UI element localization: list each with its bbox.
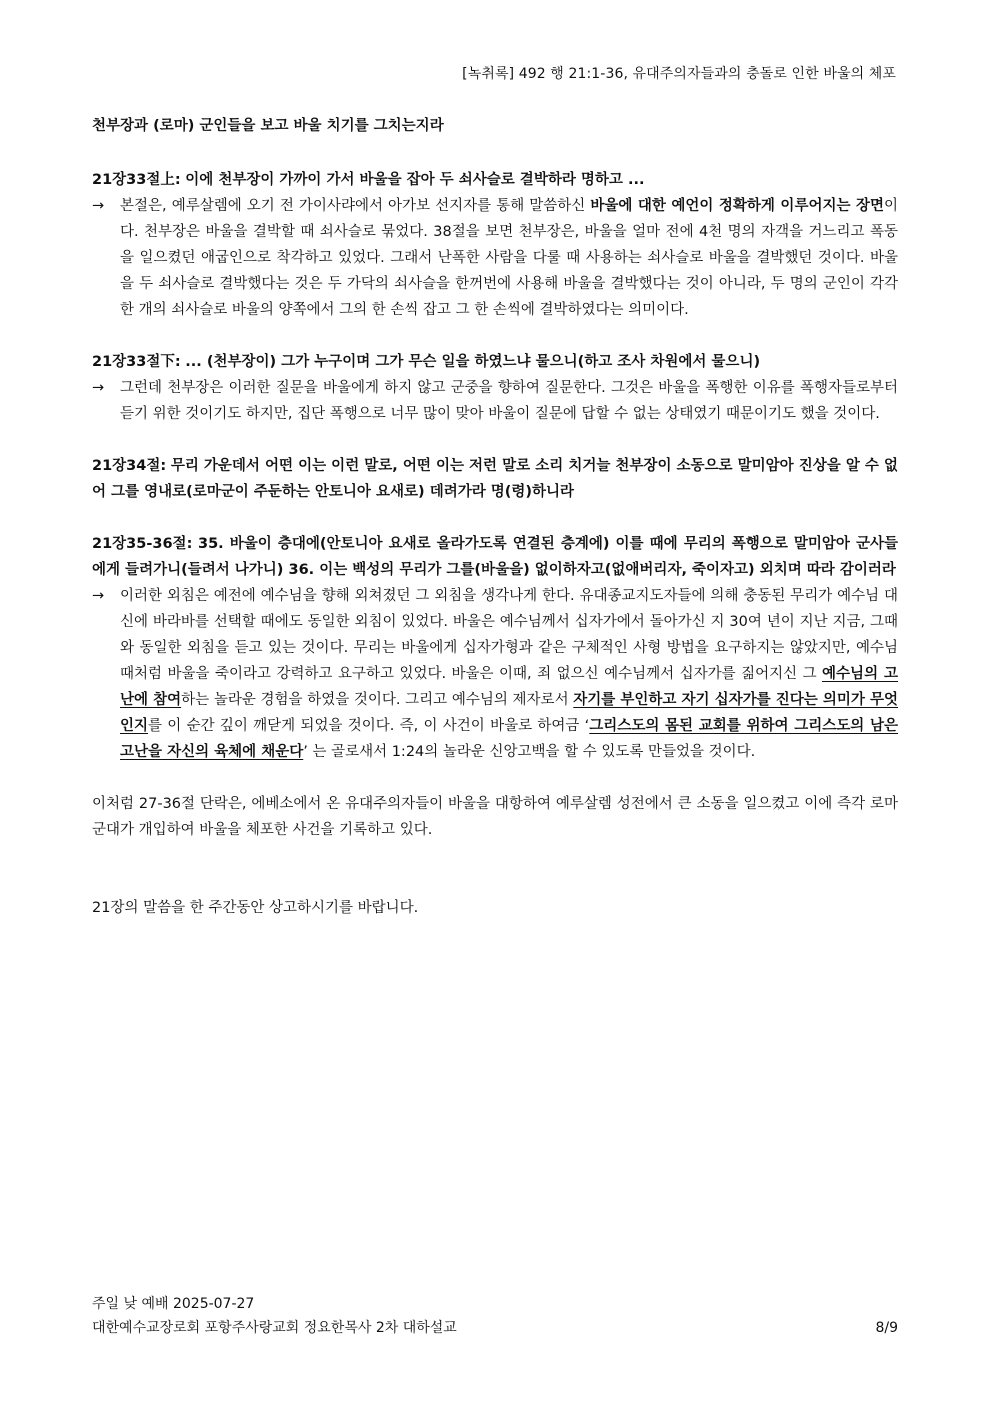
verse-text: 35. 바울이 층대에(안토니아 요새로 올라가도록 연결된 층계에) 이를 때에 무리의 폭행으로 말미암아 군사들에게 들려가니(들려서 나가니) 36. 이는 백성의 무리가 그를(바울을) 없이하자고(없애버리자, 죽이자고) 외치며 따라 감이러라 [92,536,898,578]
footer-row [92,1316,898,1340]
arrow-icon: → [92,380,105,396]
commentary-text: 그런데 천부장은 이러한 질문을 바울에게 하지 않고 군중을 향하여 질문한다. 그것은 바울을 폭행한 이유를 폭행자들로부터 듣기 위한 것이기도 하지만, 집단 폭행으로 너무 많이 맞아 바울이 질문에 답할 수 없는 상태였기 때문이기도 했을 것이다. [120,380,898,422]
verse-text: 무리 가운데서 어떤 이는 이런 말로, 어떤 이는 저런 말로 소리 치거늘 천부장이 소동으로 말미암아 진상을 알 수 없어 그를 영내로(로마군이 주둔하는 안토니아 요새로) 데려가라 명(령)하니라 [92,458,899,500]
section-title: 천부장과 (로마) 군인들을 보고 바울 치기를 그치는지라 [92,118,444,134]
verse-block-34 [92,453,898,505]
verse-ref: 21장33절下: [92,354,181,370]
underlined-phrase: 예수님의 고난에 참여 [120,666,898,708]
closing-line: 21장의 말씀을 한 주간동안 상고하시기를 바랍니다. [92,900,419,916]
verse-34 [92,453,898,505]
verse-text: 이에 천부장이 가까이 가서 바울을 잡아 두 쇠사슬로 결박하라 명하고 ... [185,172,645,188]
document-body [92,113,898,921]
verse-35-36 [92,531,898,583]
page-header: [녹취록] 492 행 21:1-36, 유대주의자들과의 충돌로 인한 바울의 체포 [462,66,896,82]
verse-block-33a [92,167,898,323]
underlined-phrase: 그리스도의 몸된 교회를 위하여 그리스도의 남은 고난을 자신의 육체에 채운다 [120,718,898,760]
commentary-text: 이러한 외침은 예전에 예수님을 향해 외쳐졌던 그 외침을 생각나게 한다. 유대종교지도자들에 의해 충동된 무리가 예수님 대신에 바라바를 선택할 때에도 동일한 외침이 있었다. 바울은 예수님께서 십자가에서 돌아가신 지 30여 년이 지난 지금, 그때와 동일한 외침을 듣고 있는 것이다. 무리는 바울에게 십자가형과 같은 구체적인 사형 방법을 요구하지는 않았지만, 예수님 때처럼 바울을 죽이라고 강력하고 요구하고 있었다. 바울은 이때, 죄 없으신 예수님께서 십자가를 짊어지신 그 [120,588,898,682]
commentary-33a [92,193,898,323]
commentary-text: ’ 는 골로새서 1:24의 놀라운 신앙고백을 할 수 있도록 만들었을 것이다. [303,744,756,760]
verse-ref: 21장35-36절: [92,536,193,552]
verse-ref: 21장33절上: [92,172,181,188]
commentary-emphasis: 바울에 대한 예언이 정확하게 이루어지는 장면 [590,198,884,214]
commentary-text: 를 이 순간 깊이 깨닫게 되었을 것이다. 즉, 이 사건이 바울로 하여금 ‘ [148,718,590,734]
commentary-33b [92,375,898,427]
verse-text: ... (천부장이) 그가 누구이며 그가 무슨 일을 하였느냐 물으니(하고 조사 차원에서 물으니) [185,354,761,370]
summary-paragraph: 이처럼 27-36절 단락은, 에베소에서 온 유대주의자들이 바울을 대항하여 예루살렘 성전에서 큰 소동을 일으켰고 이에 즉각 로마 군대가 개입하여 바울을 체포한 사건을 기록하고 있다. [92,796,898,838]
commentary-35-36 [92,583,898,765]
underlined-phrase: 자기를 부인하고 자기 십자가를 진다는 의미가 무엇인지 [120,692,899,734]
verse-block-33b [92,349,898,427]
page-footer [92,1292,898,1340]
verse-block-35-36 [92,531,898,765]
verse-33a [92,167,898,193]
commentary-text: 본절은, 예루살렘에 오기 전 가이사랴에서 아가보 선지자를 통해 말씀하신 [120,198,591,214]
verse-ref: 21장34절: [92,458,167,474]
footer-service-date: 주일 낮 예배 2025-07-27 [92,1296,255,1312]
page-number: 8/9 [875,1320,898,1336]
commentary-text: 하는 놀라운 경험을 하였을 것이다. 그리고 예수님의 제자로서 [181,692,574,708]
verse-33b [92,349,898,375]
arrow-icon: → [92,588,105,604]
footer-church: 대한예수교장로회 포항주사랑교회 정요한목사 2차 대하설교 [92,1320,457,1336]
commentary-text: 이다. 천부장은 바울을 결박할 때 쇠사슬로 묶었다. 38절을 보면 천부장은, 바울을 얼마 전에 4천 명의 자객을 거느리고 폭동을 일으켰던 애굽인으로 착각하고 있었다. 그래서 난폭한 사람을 다룰 때 사용하는 쇠사슬로 바울을 결박했던 것이다. 바울을 두 쇠사슬로 결박했다는 것은 두 가닥의 쇠사슬을 한꺼번에 사용해 바울을 결박했다는 것이 아니라, 두 명의 군인이 각각 한 개의 쇠사슬로 바울의 양쪽에서 그의 한 손씩 잡고 그 한 손씩에 결박하였다는 의미이다. [120,198,898,318]
arrow-icon: → [92,198,105,214]
